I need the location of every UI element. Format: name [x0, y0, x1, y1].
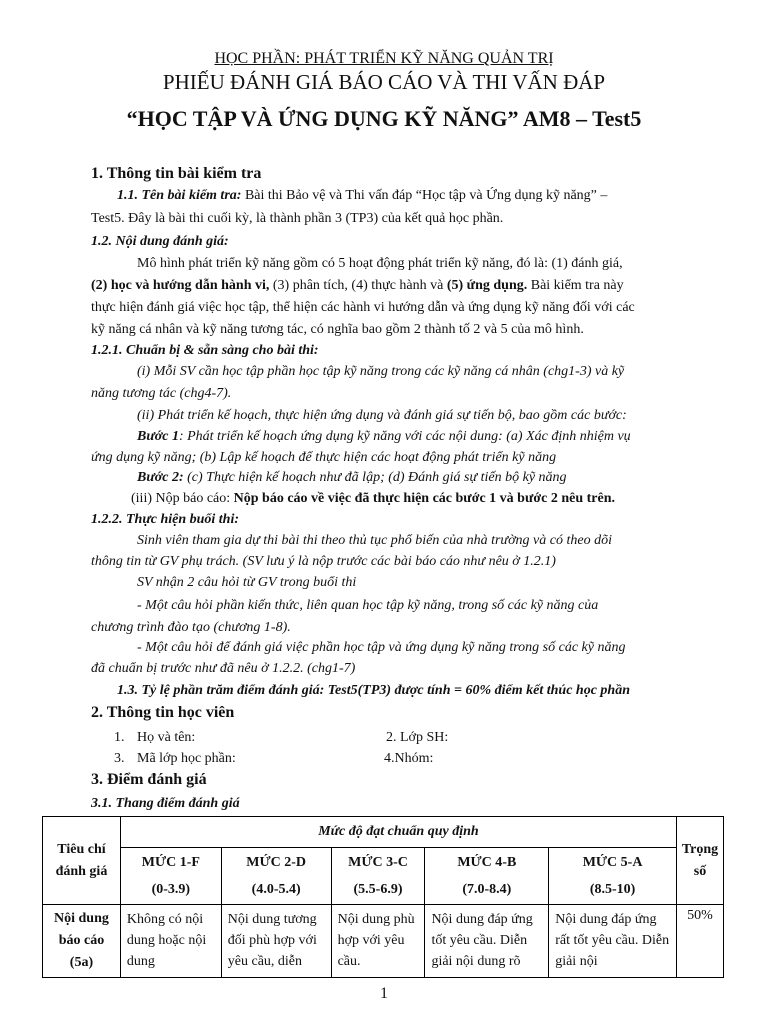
- step-1-line-2: ứng dụng kỹ năng; (b) Lập kế hoạch để thực hiện các hoạt động phát triển kỹ năng: [91, 450, 557, 465]
- weight-header: Trọng số: [676, 817, 723, 905]
- row-level-5-cell: [549, 905, 677, 978]
- row-criteria: [43, 905, 121, 978]
- section-1-2-1-label: 1.2.1. Chuẩn bị & sẵn sàng cho bài thi:: [91, 343, 319, 358]
- prep-item-ii: (ii) Phát triển kế hoạch, thực hiện ứng dụng và đánh giá sự tiến bộ, bao gồm các bước:: [137, 408, 627, 423]
- document-subtitle: “HỌC TẬP VÀ ỨNG DỤNG KỸ NĂNG” AM8 – Test5: [126, 106, 642, 131]
- exam-line-6: - Một câu hỏi để đánh giá việc phần học tập và ứng dụng kỹ năng trong số các kỹ năng: [137, 640, 626, 655]
- level-5-name: MỨC 5-A: [582, 855, 643, 870]
- exam-line-5: chương trình đào tạo (chương 1-8).: [91, 620, 291, 635]
- level-2-header: [221, 848, 331, 905]
- prep-item-i-line-1: (i) Mỗi SV cần học tập phần học tập kỹ năng trong các kỹ năng cá nhân (chg1-3) và kỹ: [137, 364, 625, 379]
- prep-item-iii-text: (iii) Nộp báo cáo:: [131, 491, 234, 506]
- level-group-header: Mức độ đạt chuẩn quy định: [120, 817, 676, 848]
- level-2-range: (4.0-5.4): [251, 882, 301, 897]
- level-2-name: MỨC 2-D: [246, 855, 307, 870]
- model-item-2: (2) học và hướng dẫn hành vi,: [91, 278, 270, 293]
- row-criteria-code: (5a): [69, 955, 94, 970]
- row-level-2-text: Nội dung tương đối phù hợp với yêu cầu, diễn: [227, 912, 317, 969]
- document-title: PHIẾU ĐÁNH GIÁ BÁO CÁO VÀ THI VẤN ĐÁP: [162, 70, 606, 94]
- section-1-2-line-3: thực hiện đánh giá việc học tập, thể hiện các hành vi hướng dẫn và ứng dụng kỹ năng đối với các: [91, 300, 635, 315]
- level-4-name: MỨC 4-B: [457, 855, 517, 870]
- exam-line-2: thông tin từ GV phụ trách. (SV lưu ý là nộp trước các bài báo cáo như nêu ở 1.2.1): [91, 554, 556, 569]
- field-course-code-label: Mã lớp học phần:: [137, 751, 236, 766]
- field-1-number: 1.: [114, 730, 125, 745]
- section-1-2-line-2: [91, 278, 624, 294]
- level-1-range: (0-3.9): [151, 882, 191, 897]
- row-criteria-name: Nội dung báo cáo: [54, 911, 109, 948]
- criteria-header: Tiêu chí đánh giá: [43, 817, 121, 905]
- field-full-name-label: Họ và tên:: [137, 730, 196, 745]
- section-3-heading: 3. Điểm đánh giá: [91, 771, 207, 788]
- row-level-3-cell: [331, 905, 425, 978]
- section-1-1-line-2: Test5. Đây là bài thi cuối kỳ, là thành phần 3 (TP3) của kết quả học phần.: [91, 211, 504, 226]
- course-line: HỌC PHẦN: PHÁT TRIỂN KỸ NĂNG QUẢN TRỊ: [214, 50, 554, 67]
- section-1-2-label: 1.2. Nội dung đánh giá:: [91, 234, 229, 249]
- section-1-3: 1.3. Tỷ lệ phần trăm điểm đánh giá: Test5(TP3) được tính = 60% điểm kết thúc học phần: [117, 683, 630, 698]
- model-items-3-4: (3) phân tích, (4) thực hành và: [269, 278, 447, 293]
- step-1-line-1: [137, 429, 631, 445]
- step-2-label: Bước 2:: [137, 470, 184, 485]
- step-2-line: [137, 470, 567, 486]
- section-1-1-label: 1.1. Tên bài kiểm tra:: [117, 188, 242, 203]
- level-4-header: [425, 848, 549, 905]
- level-1-name: MỨC 1-F: [141, 855, 200, 870]
- section-2-heading: 2. Thông tin học viên: [91, 704, 235, 721]
- exam-line-3: SV nhận 2 câu hỏi từ GV trong buổi thi: [137, 575, 357, 590]
- step-1-text: : Phát triển kế hoạch ứng dụng kỹ năng với các nội dung: (a) Xác định nhiệm vụ: [178, 429, 631, 444]
- rubric-table: [42, 816, 724, 978]
- section-1-heading: 1. Thông tin bài kiểm tra: [91, 165, 262, 182]
- level-5-header: [549, 848, 677, 905]
- level-3-header: [331, 848, 425, 905]
- level-3-range: (5.5-6.9): [353, 882, 403, 897]
- prep-item-iii: [131, 491, 615, 507]
- section-1-1-text: Bài thi Bảo vệ và Thi vấn đáp “Học tập và Ứng dụng kỹ năng” –: [241, 188, 608, 203]
- level-3-name: MỨC 3-C: [348, 855, 408, 870]
- row-level-4-text: Nội dung đáp ứng tốt yêu cầu. Diễn giải nội dung rõ: [431, 912, 533, 969]
- model-line-tail: Bài kiểm tra này: [527, 278, 624, 293]
- row-level-5-text: Nội dung đáp ứng rất tốt yêu cầu. Diễn giải nội: [555, 912, 670, 969]
- table-row: [43, 905, 724, 978]
- row-level-2-cell: [221, 905, 331, 978]
- step-2-text: (c) Thực hiện kế hoạch như đã lập; (d) Đánh giá sự tiến bộ kỹ năng: [183, 470, 567, 485]
- prep-item-iii-bold: Nộp báo cáo về việc đã thực hiện các bước 1 và bước 2 nêu trên.: [233, 491, 615, 506]
- model-item-5: (5) ứng dụng.: [446, 278, 528, 293]
- prep-item-i-line-2: năng tương tác (chg4-7).: [91, 386, 232, 401]
- exam-line-4: - Một câu hỏi phần kiến thức, liên quan học tập kỹ năng, trong số các kỹ năng của: [137, 598, 599, 613]
- step-1-label: Bước 1: [137, 429, 179, 444]
- section-1-2-line-4: kỹ năng cá nhân và kỹ năng tương tác, có nghĩa bao gồm 2 thành tố 2 và 5 của mô hình.: [91, 322, 584, 337]
- section-1-2-line-1: Mô hình phát triển kỹ năng gồm có 5 hoạt động phát triển kỹ năng, đó là: (1) đánh giá,: [137, 256, 623, 271]
- field-group-label: 4.Nhóm:: [384, 751, 434, 766]
- section-1-2-2-label: 1.2.2. Thực hiện buổi thi:: [91, 512, 240, 527]
- row-weight: 50%: [676, 905, 723, 978]
- page-number: 1: [380, 985, 388, 1002]
- row-level-3-text: Nội dung phù hợp với yêu cầu.: [337, 912, 415, 969]
- level-1-header: [120, 848, 221, 905]
- exam-line-7: đã chuẩn bị trước như đã nêu ở 1.2.2. (chg1-7): [91, 661, 356, 676]
- section-1-1-line-1: [117, 188, 607, 204]
- row-level-4-cell: [425, 905, 549, 978]
- row-level-1-text: Không có nội dung hoặc nội dung: [126, 912, 207, 969]
- level-4-range: (7.0-8.4): [462, 882, 512, 897]
- section-3-1-label: 3.1. Thang điểm đánh giá: [91, 796, 240, 811]
- field-class-label: 2. Lớp SH:: [386, 730, 449, 745]
- row-level-1-cell: [120, 905, 221, 978]
- exam-line-1: Sinh viên tham gia dự thi bài thi theo thủ tục phổ biến của nhà trường và có theo dõi: [137, 533, 612, 548]
- field-3-number: 3.: [114, 751, 125, 766]
- level-5-range: (8.5-10): [589, 882, 636, 897]
